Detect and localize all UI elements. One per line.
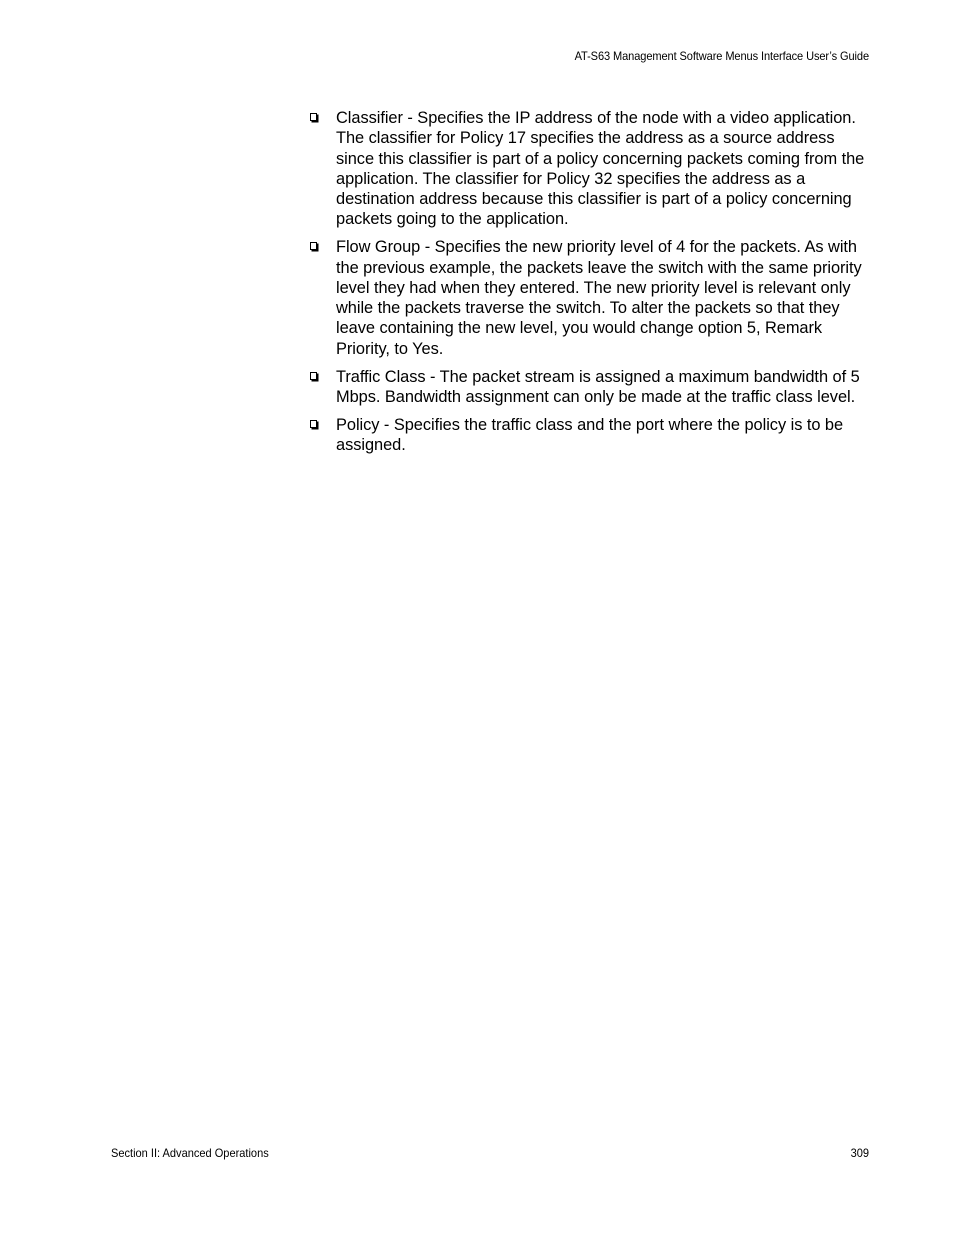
list-item	[308, 237, 870, 359]
running-header: AT-S63 Management Software Menus Interface User’s Guide	[574, 49, 869, 63]
list-item	[308, 367, 870, 408]
bullet-text: Flow Group - Specifies the new priority level of 4 for the packets. As with the previous example, the packets leave the switch with the same priority level they had when they entered. The new priority level is relevant only while the packets traverse the switch. To alter the packets so that they leave containing the new level, you would change option 5, Remark Priority, to Yes.	[336, 238, 862, 358]
checkbox-bullet-icon	[310, 420, 317, 428]
footer-section-title: Section II: Advanced Operations	[111, 1146, 269, 1160]
checkbox-bullet-icon	[310, 242, 317, 250]
bullet-list	[308, 108, 870, 463]
bullet-text: Policy - Specifies the traffic class and the port where the policy is to be assigned.	[336, 415, 844, 454]
list-item	[308, 415, 870, 456]
checkbox-bullet-icon	[310, 372, 317, 380]
bullet-text: Classifier - Specifies the IP address of the node with a video application. The classifier for Policy 17 specifies the address as a source address since this classifier is part of a policy concerning packets coming from the application. The classifier for Policy 32 specifies the address as a destination address because this classifier is part of a policy concerning packets going to the application.	[336, 109, 865, 229]
bullet-text: Traffic Class - The packet stream is assigned a maximum bandwidth of 5 Mbps. Bandwidth assignment can only be made at the traffic class level.	[336, 367, 860, 406]
page-number: 309	[850, 1146, 869, 1160]
list-item	[308, 108, 870, 230]
checkbox-bullet-icon	[310, 113, 317, 121]
